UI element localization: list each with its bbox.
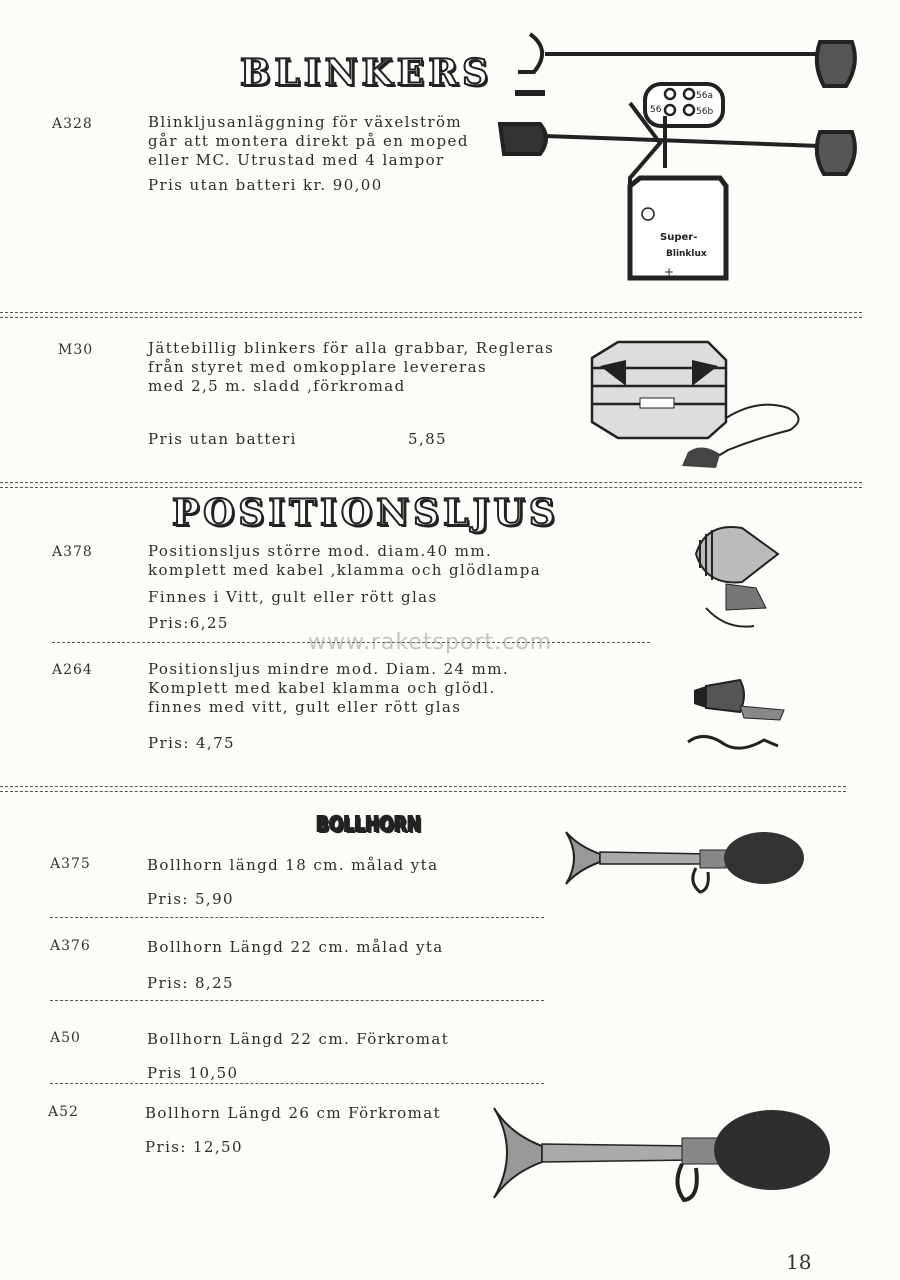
item-description-a375: Bollhorn längd 18 cm. målad yta — [147, 856, 439, 874]
item-price-a264: Pris: 4,75 — [148, 734, 235, 752]
item-price-a328: Pris utan batteri kr. 90,00 — [148, 176, 383, 194]
item-description-a378: Positionsljus större mod. diam.40 mm. komplett med kabel ,klamma och glödlampa — [148, 542, 542, 579]
page-number: 18 — [786, 1250, 812, 1274]
item-extra-a378: Finnes i Vitt, gult eller rött glas — [148, 588, 438, 606]
svg-text:+: + — [664, 265, 675, 279]
item-code-a375: A375 — [50, 856, 91, 872]
device-label-blinklux: Blinklux — [666, 249, 707, 259]
item-divider — [50, 1000, 544, 1001]
item-price-a50: Pris 10,50 — [147, 1064, 239, 1082]
blinker-kit-illustration — [500, 28, 870, 298]
position-light-large-illustration — [686, 518, 786, 638]
item-price-a375: Pris: 5,90 — [147, 890, 234, 908]
watermark: www.raketsport.com — [308, 630, 553, 655]
item-price-a52: Pris: 12,50 — [145, 1138, 243, 1156]
section-heading-bollhorn: BOLLHORN — [316, 812, 422, 836]
position-light-small-illustration — [684, 672, 794, 758]
device-label-super: Super- — [660, 232, 698, 243]
section-divider — [0, 482, 862, 488]
item-price-label-m30: Pris utan batteri — [148, 430, 297, 448]
item-code-a376: A376 — [50, 938, 91, 954]
item-code-a378: A378 — [52, 544, 93, 560]
terminal-label-56b: 56b — [696, 107, 714, 117]
item-price-a378: Pris:6,25 — [148, 614, 229, 632]
item-code-a50: A50 — [50, 1030, 81, 1046]
item-code-m30: M30 — [58, 342, 94, 358]
item-description-a264: Positionsljus mindre mod. Diam. 24 mm. Komplett med kabel klamma och glödl. finnes med vitt, gult eller rött glas — [148, 660, 510, 716]
section-divider — [0, 312, 862, 318]
terminal-label-56: 56 — [650, 105, 662, 115]
bollhorn-large-illustration — [486, 1104, 834, 1208]
section-divider — [0, 786, 846, 792]
item-price-a376: Pris: 8,25 — [147, 974, 234, 992]
item-code-a264: A264 — [52, 662, 93, 678]
item-code-a52: A52 — [48, 1104, 79, 1120]
item-description-a328: Blinkljusanläggning för växelström går att montera direkt på en moped eller MC. Utrustad med 4 lampor — [148, 113, 469, 169]
item-divider — [50, 1083, 544, 1084]
item-divider — [50, 917, 544, 918]
section-heading-positionsljus: POSITIONSLJUS — [172, 492, 559, 534]
item-code-a328: A328 — [52, 116, 93, 132]
item-description-a50: Bollhorn Längd 22 cm. Förkromat — [147, 1030, 450, 1048]
item-description-a376: Bollhorn Längd 22 cm. målad yta — [147, 938, 444, 956]
terminal-label-56a: 56a — [696, 91, 713, 101]
item-description-a52: Bollhorn Längd 26 cm Förkromat — [145, 1104, 441, 1122]
item-price-value-m30: 5,85 — [408, 430, 447, 448]
hexagon-blinker-illustration — [578, 338, 810, 474]
section-heading-blinkers: BLINKERS — [240, 52, 493, 94]
item-description-m30: Jättebillig blinkers för alla grabbar, Regleras från styret med omkopplare levereras med 2,5 m. sladd ,förkromad — [148, 339, 555, 395]
bollhorn-small-illustration — [560, 828, 806, 904]
